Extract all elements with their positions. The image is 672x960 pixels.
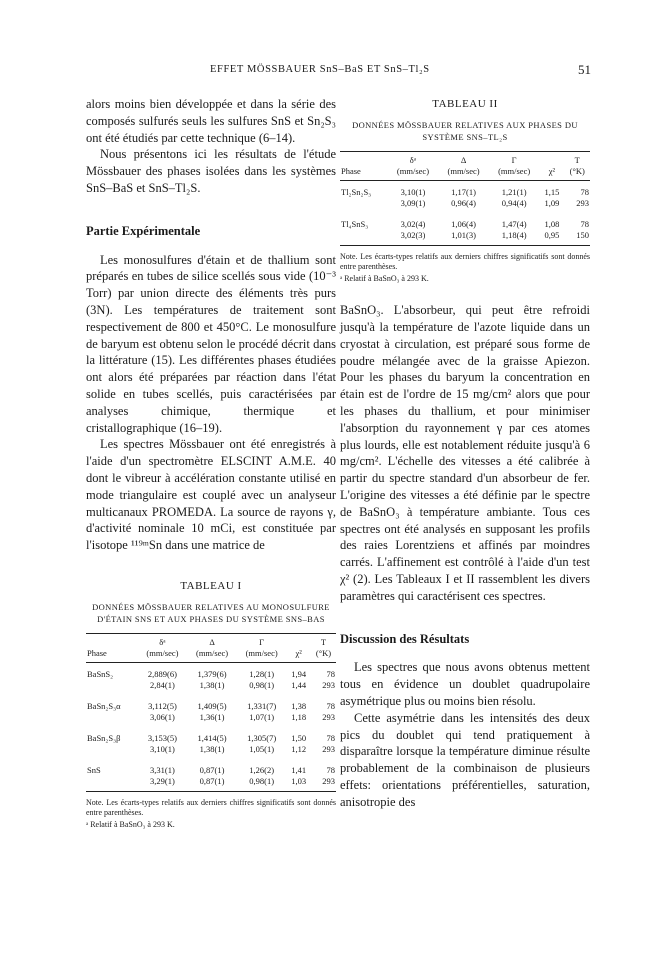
table-cell: Tl₂Sn₂S₃ xyxy=(341,186,372,197)
table-cell xyxy=(86,680,138,695)
table-cell: 3,10(1) xyxy=(400,186,426,197)
column-header: Γ (mm/sec) xyxy=(237,633,287,662)
section-title: Discussion des Résultats xyxy=(340,631,470,646)
running-head: EFFET MÖSSBAUER SnS–BaS ET SnS–Tl₂S xyxy=(210,64,430,75)
table-cell: 1,26(2) xyxy=(249,764,275,775)
table-footnote: ᵃ Relatif à BaSnO₃ à 293 K. xyxy=(340,273,429,283)
table-cell: 0,98(1) xyxy=(249,679,275,690)
table-row xyxy=(86,712,336,727)
table-cell: 3,09(1) xyxy=(400,197,426,208)
table-row xyxy=(86,680,336,695)
table-cell: 1,18 xyxy=(291,711,307,722)
table-cell: 1,44 xyxy=(291,679,307,690)
table-cell: 1,09 xyxy=(544,197,560,208)
table-cell: 150 xyxy=(576,229,589,240)
table-cell: 1,36(1) xyxy=(199,711,225,722)
table-cell: 293 xyxy=(322,679,335,690)
paragraph: Nous présentons ici les résultats de l'étude Mössbauer des phases isolées dans les systèmes SnS–BaS et SnS–Tl₂S. xyxy=(86,147,336,195)
table-cell: 1,50 xyxy=(291,732,307,743)
table-cell: 1,28(1) xyxy=(249,668,275,679)
table-cell: 1,06(4) xyxy=(451,218,476,229)
column-header: T (°K) xyxy=(564,151,590,180)
column-header: δᵃ (mm/sec) xyxy=(138,633,188,662)
table-row xyxy=(86,759,336,776)
table-cell: 1,21(1) xyxy=(501,186,527,197)
table-cell: 1,409(5) xyxy=(197,700,227,711)
table-cell xyxy=(340,230,388,246)
column-header: Phase xyxy=(86,633,138,662)
table-caption: DONNÉES MÖSSBAUER RELATIVES AU MONOSULFURE D'ÉTAIN SNS ET AUX PHASES DU SYSTÈME SNS–BAS xyxy=(92,601,330,624)
table-header-row xyxy=(340,151,590,180)
table-cell: 0,94(4) xyxy=(501,197,527,208)
table-cell: 0,98(1) xyxy=(249,775,275,786)
table-cell: 78 xyxy=(326,764,335,775)
table-body xyxy=(86,662,336,791)
table-cell: 1,414(5) xyxy=(197,732,227,743)
table-cell: 1,01(3) xyxy=(451,229,476,240)
table-cell: 293 xyxy=(322,743,335,754)
table-cell: 1,41 xyxy=(291,764,307,775)
section-title: Partie Expérimentale xyxy=(86,223,201,238)
table-cell: 3,02(3) xyxy=(400,229,426,240)
column-header: Δ (mm/sec) xyxy=(438,151,489,180)
table-note: Note. Les écarts-types relatifs aux derniers chiffres significatifs sont donnés entre parenthèses. xyxy=(86,797,336,818)
table-row xyxy=(86,744,336,759)
table-cell xyxy=(86,744,138,759)
table-cell: 3,29(1) xyxy=(150,775,175,786)
paragraph: Les monosulfures d'étain et de thallium sont préparés en tubes de silice scellés sous vide (10⁻³ Torr) par union directe des éléments très purs (3N). Les températures de traitement sont respectivement de 800 et 450°C. Le monosulfure de baryum est obtenu selon le procédé décrit dans la littérature (15). Les différentes phases étudiées ont alors été préparées par réaction dans l'état solide en tubes scellés, puis caractérisées par analyses chimique, thermique et cristallographique (16–19). xyxy=(86,252,336,435)
table-cell xyxy=(340,198,388,213)
table-cell: 3,153(5) xyxy=(147,732,177,743)
table-cell: 1,331(7) xyxy=(247,700,277,711)
table-cell: 293 xyxy=(322,711,335,722)
table-body xyxy=(340,180,590,245)
paragraph: Les spectres que nous avons obtenus mettent tous en évidence un doublet quadrupolaire asymétrique plus ou moins bien résolu. xyxy=(340,660,590,709)
table-cell: 78 xyxy=(580,186,589,197)
table-row xyxy=(340,180,590,198)
column-header: χ² xyxy=(286,633,311,662)
table-cell: 1,305(7) xyxy=(247,732,277,743)
table-label: TABLEAU II xyxy=(432,98,498,110)
paragraph: alors moins bien développée et dans la série des composés sulfurés seuls les sulfures SnS et Sn₂S₃ ont été étudiés par cette technique (6–14). xyxy=(86,97,336,145)
paragraph: Cette asymétrie dans les intensités des deux pics du doublet qui tend pratiquement à disparaître lorsque la température diminue résulte probablement de la combinaison de plusieurs effets: orientations préférentielles, saturation, anisotropie des xyxy=(340,710,590,809)
table-cell: BaSn₂S₃α xyxy=(87,700,121,711)
table-cell: 1,03 xyxy=(291,775,307,786)
table-cell: 3,10(1) xyxy=(150,743,175,754)
page-number: 51 xyxy=(578,62,591,77)
table-cell: 1,38(1) xyxy=(199,743,225,754)
table-cell: 3,02(4) xyxy=(400,218,426,229)
table-label: TABLEAU I xyxy=(180,579,242,592)
table-cell: 1,38(1) xyxy=(199,679,225,690)
table-cell: 3,06(1) xyxy=(150,711,175,722)
table-cell xyxy=(86,776,138,792)
table-cell: 1,12 xyxy=(291,743,307,754)
table-cell: 1,15 xyxy=(544,186,560,197)
table-cell: 1,07(1) xyxy=(249,711,275,722)
table-cell: Tl₄SnS₃ xyxy=(341,218,369,229)
column-header: χ² xyxy=(539,151,564,180)
table-cell: 1,05(1) xyxy=(249,743,275,754)
table-row xyxy=(86,662,336,680)
table-cell: 0,95 xyxy=(544,229,560,240)
table-cell: BaSnS₂ xyxy=(87,668,114,679)
table-cell: 78 xyxy=(580,218,589,229)
table-cell: 1,17(1) xyxy=(451,186,476,197)
table-cell: 0,87(1) xyxy=(199,775,225,786)
table-row xyxy=(340,213,590,230)
table-row xyxy=(86,727,336,744)
paragraph: BaSnO₃. L'absorbeur, qui peut être refroidi jusqu'à la température de l'azote liquide dans un cryostat à circulation, est préparé sous forme de poudre mélangée avec de la graisse Apiezon. Pour les phases du baryum la concentration en étain est de l'ordre de 15 mg/cm² alors que pour les phases du thallium, et pour minimiser l'absorption du rayonnement γ par ces atomes plus lourds, elle est notablement réduite jusqu'à 6 mg/cm². L'échelle des vitesses a été calibrée à partir du spectre standard d'un absorbeur de fer. L'origine des vitesses a été définie par le spectre de BaSnO₃ à température ambiante. Tous ces spectres ont été analysés en supposant les profils des raies Lorentziens et affinés par moindres carrés. L'affinement est contrôlé à l'aide d'un test χ² (2). Les Tableaux I et II rassemblent les divers paramètres qui caractérisent ces spectres. xyxy=(340,303,590,603)
table-cell: 78 xyxy=(326,732,335,743)
table-cell xyxy=(86,712,138,727)
column-header: Γ (mm/sec) xyxy=(489,151,540,180)
table-row xyxy=(340,230,590,246)
table-cell: 78 xyxy=(326,700,335,711)
table-cell: 1,94 xyxy=(291,668,307,679)
table-note: Note. Les écarts-types relatifs aux derniers chiffres significatifs sont donnés entre parenthèses. xyxy=(340,251,590,272)
table-cell: 0,96(4) xyxy=(451,197,476,208)
table-cell: 293 xyxy=(322,775,335,786)
left-column xyxy=(86,96,336,830)
paragraph: Les spectres Mössbauer ont été enregistrés à l'aide d'un spectromètre ELSCINT A.M.E. 40 dont le vibreur à accélération constante utilisé en mode triangulaire est couplé avec un analyseur multicanaux PROMEDA. La source de rayons γ, d'activité nominale 10 mCi, est constituée par l'isotope ¹¹⁹ᵐSn dans une matrice de xyxy=(86,437,336,553)
table-cell: 1,47(4) xyxy=(501,218,527,229)
column-header: Phase xyxy=(340,151,388,180)
table-header-row xyxy=(86,633,336,662)
table-cell: 3,112(5) xyxy=(148,700,177,711)
table-row xyxy=(86,695,336,712)
right-column xyxy=(340,96,590,811)
table-tableau-1 xyxy=(86,633,336,792)
table-cell: BaSn₂S₃β xyxy=(87,732,121,743)
table-cell: 2,889(6) xyxy=(147,668,177,679)
table-cell: 1,18(4) xyxy=(501,229,527,240)
column-header: δᵃ (mm/sec) xyxy=(388,151,439,180)
table-cell: 2,84(1) xyxy=(150,679,175,690)
table-cell: 1,379(6) xyxy=(197,668,227,679)
table-row xyxy=(86,776,336,792)
table-cell: 78 xyxy=(326,668,335,679)
table-footnote: ᵃ Relatif à BaSnO₃ à 293 K. xyxy=(86,819,175,829)
table-cell: 293 xyxy=(576,197,589,208)
table-cell: 0,87(1) xyxy=(199,764,225,775)
table-cell: SnS xyxy=(87,764,101,775)
table-cell: 1,08 xyxy=(544,218,560,229)
table-caption: DONNÉES MÖSSBAUER RELATIVES AUX PHASES DU SYSTÈME SNS–TL₂S xyxy=(352,119,578,142)
table-row xyxy=(340,198,590,213)
table-tableau-2 xyxy=(340,151,590,246)
column-header: Δ (mm/sec) xyxy=(187,633,237,662)
table-cell: 1,38 xyxy=(291,700,307,711)
column-header: T (°K) xyxy=(311,633,336,662)
table-cell: 3,31(1) xyxy=(150,764,175,775)
